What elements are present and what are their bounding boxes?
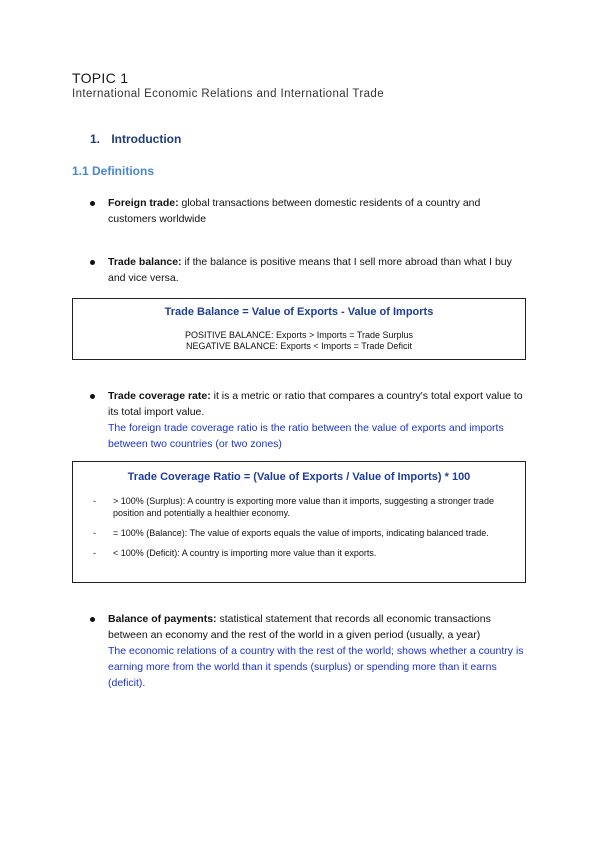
bullet-trade-balance (90, 254, 530, 286)
bullet-foreign-trade (90, 195, 530, 227)
subsection-heading: 1.1 Definitions (72, 164, 155, 178)
bullet-balance-of-payments (90, 611, 530, 691)
bullet-term: Balance of payments: (108, 613, 217, 625)
trade-balance-box (72, 298, 526, 360)
trade-balance-formula: Trade Balance = Value of Exports - Value of Imports (164, 306, 434, 318)
page-title: TOPIC 1 (72, 70, 129, 86)
negative-balance-line: NEGATIVE BALANCE: Exports < Imports = Trade Deficit (186, 341, 412, 351)
dash-marker: - (93, 528, 96, 538)
coverage-item-surplus (73, 495, 525, 519)
bullet-dot-icon (90, 260, 95, 265)
bullet-text (108, 388, 530, 420)
bullet-definition: if the balance is positive means that I sell more abroad than what I buy and vice versa. (108, 256, 512, 284)
coverage-ratio-formula: Trade Coverage Ratio = (Value of Exports / Value of Imports) * 100 (127, 471, 471, 483)
coverage-item-text: < 100% (Deficit): A country is importing more value than it exports. (113, 548, 377, 558)
section-heading (90, 132, 181, 146)
page-subtitle: International Economic Relations and International Trade (72, 88, 384, 100)
bullet-dot-icon (90, 394, 95, 399)
coverage-item-deficit (73, 547, 525, 559)
coverage-ratio-box (72, 461, 526, 583)
bullet-note: The foreign trade coverage ratio is the ratio between the value of exports and imports between two countries (or two zones) (108, 422, 504, 450)
bullet-trade-coverage (90, 388, 530, 452)
bullet-definition: global transactions between domestic residents of a country and customers worldwide (108, 197, 481, 225)
coverage-item-text: > 100% (Surplus): A country is exporting more value than it imports, suggesting a stronger trade position and potentially a healthier economy. (113, 496, 494, 518)
section-number: 1. (90, 132, 101, 146)
bullet-note: The economic relations of a country with the rest of the world; shows whether a country is earning more from the world than it spends (surplus) or spending more than it earns (deficit). (108, 645, 524, 689)
bullet-term: Trade coverage rate: (108, 390, 211, 402)
bullet-dot-icon (90, 201, 95, 206)
coverage-item-balance (73, 527, 525, 539)
bullet-text (108, 611, 530, 643)
bullet-text (108, 195, 530, 227)
bullet-term: Foreign trade: (108, 197, 179, 209)
bullet-text (108, 254, 530, 286)
bullet-dot-icon (90, 617, 95, 622)
dash-marker: - (93, 548, 96, 558)
bullet-definition: it is a metric or ratio that compares a country's total export value to its total import value. (108, 390, 523, 418)
coverage-item-text: = 100% (Balance): The value of exports equals the value of imports, indicating balanced trade. (113, 528, 489, 538)
positive-balance-line: POSITIVE BALANCE: Exports > Imports = Trade Surplus (184, 330, 414, 340)
section-title: Introduction (111, 132, 182, 146)
bullet-term: Trade balance: (108, 256, 182, 268)
dash-marker: - (93, 496, 96, 506)
bullet-definition: statistical statement that records all economic transactions between an economy and the rest of the world in a given period (usually, a year) (108, 613, 491, 641)
